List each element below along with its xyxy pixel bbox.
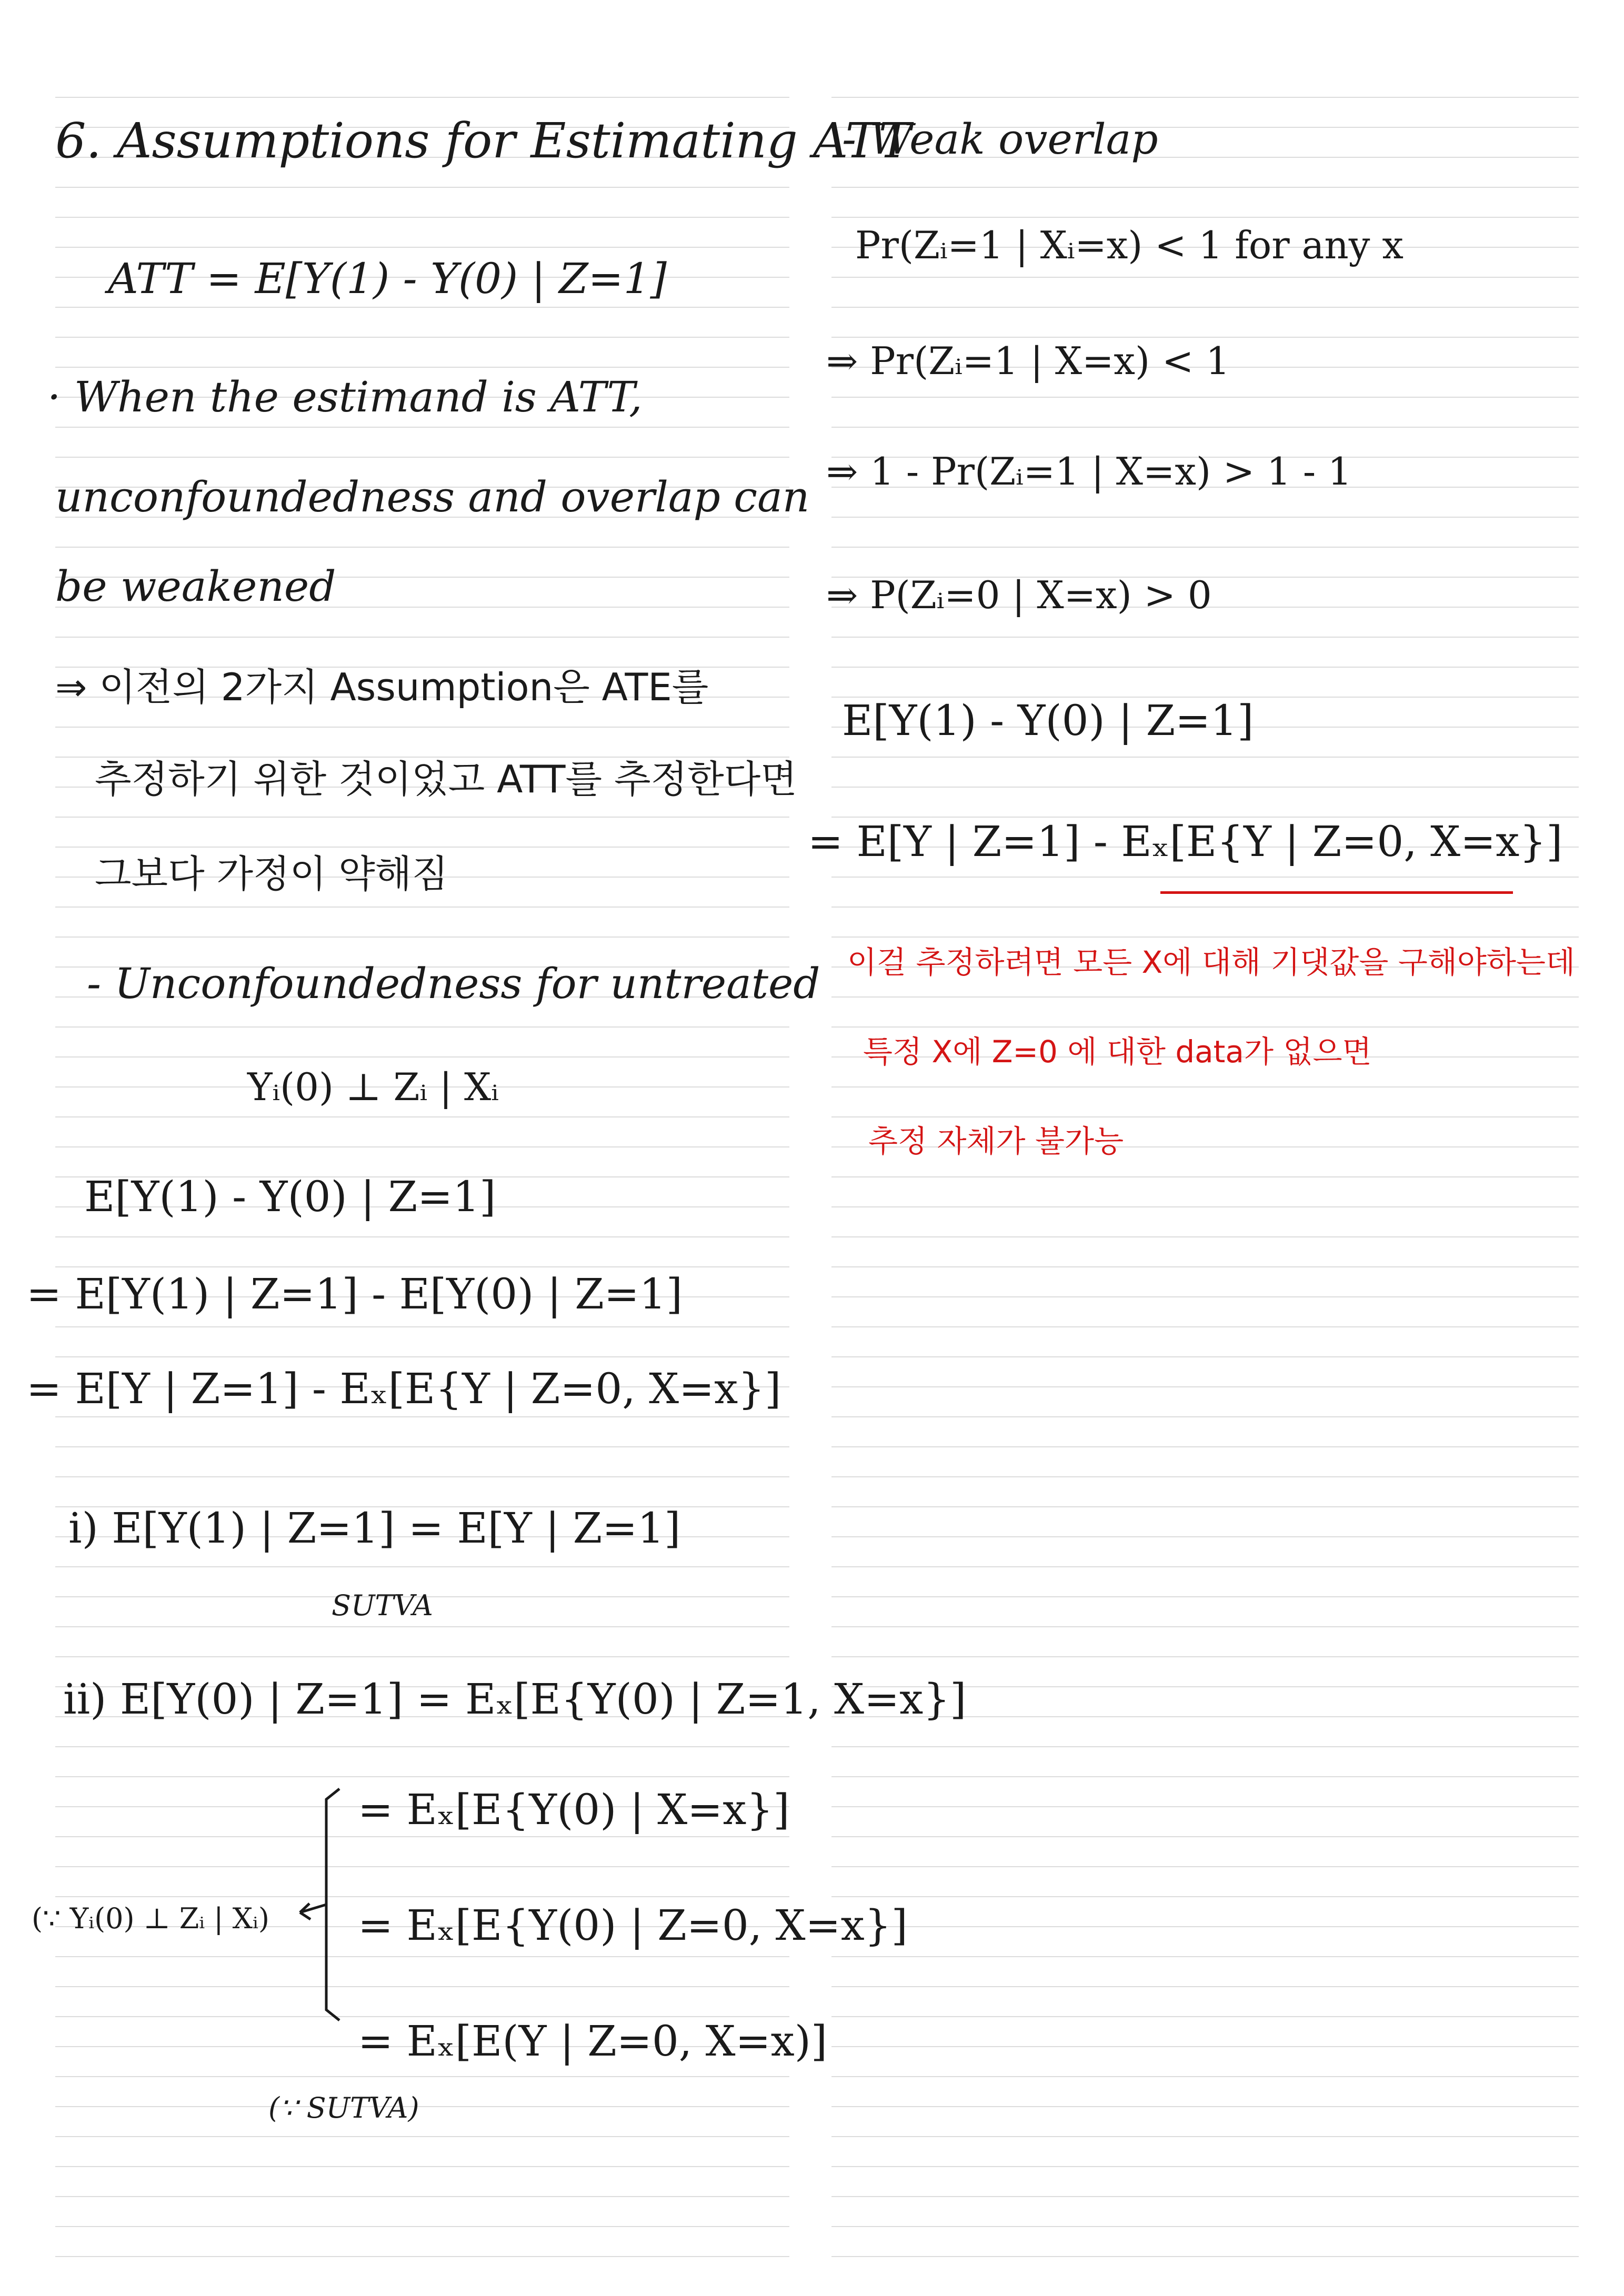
step-ii-a: = Eₓ[E{Y(0) | X=x}] [358,1785,790,1834]
att-expression-1: E[Y(1) - Y(0) | Z=1] [842,696,1254,745]
weak-overlap-header: - Weak overlap [842,115,1158,164]
step-ii-b: = Eₓ[E{Y(0) | Z=0, X=x}] [358,1901,908,1950]
brace-arrow [295,1784,353,2026]
weaken-line-2: unconfoundedness and overlap can [55,472,810,521]
step-ii-c-sutva-note: (∵ SUTVA) [268,2091,419,2124]
section-title: 6. Assumptions for Estimating ATT [55,113,911,169]
overlap-definition: Pr(Zᵢ=1 | Xᵢ=x) < 1 for any x [855,223,1404,267]
red-note-2: 특정 X에 Z=0 에 대한 data가 없으면 [863,1034,1372,1070]
derivation-line-2: = E[Y(1) | Z=1] - E[Y(0) | Z=1] [26,1270,683,1318]
att-definition: ATT = E[Y(1) - Y(0) | Z=1] [108,254,667,303]
korean-note-3: 그보다 가정이 약해짐 [95,852,448,896]
step-ii-c: = Eₓ[E(Y | Z=0, X=x)] [358,2017,828,2066]
red-underline [1160,891,1513,894]
att-expression-2: = E[Y | Z=1] - Eₓ[E{Y | Z=0, X=x}] [808,817,1563,866]
unconfoundedness-header: - Unconfoundedness for untreated [87,959,820,1008]
korean-note-2: 추정하기 위한 것이었고 ATT를 추정한다면 [95,757,797,801]
step-ii-side-note: (∵ Yᵢ(0) ⊥ Zᵢ | Xᵢ) [32,1902,269,1935]
unconfoundedness-formula: Yᵢ(0) ⊥ Zᵢ | Xᵢ [247,1065,499,1109]
red-note-3: 추정 자체가 불가능 [868,1123,1124,1159]
step-ii: ii) E[Y(0) | Z=1] = Eₓ[E{Y(0) | Z=1, X=x}] [63,1675,967,1724]
implication-3: ⇒ P(Zᵢ=0 | X=x) > 0 [826,573,1212,617]
step-i-sutva-note: SUTVA [332,1589,433,1622]
derivation-line-1: E[Y(1) - Y(0) | Z=1] [84,1172,496,1221]
implication-2: ⇒ 1 - Pr(Zᵢ=1 | X=x) > 1 - 1 [826,449,1352,494]
korean-note-1: ⇒ 이전의 2가지 Assumption은 ATE를 [55,665,709,709]
implication-1: ⇒ Pr(Zᵢ=1 | X=x) < 1 [826,339,1230,383]
weaken-line-3: be weakened [55,562,336,611]
red-note-1: 이걸 추정하려면 모든 X에 대해 기댓값을 구해야하는데 [847,944,1575,980]
weaken-line-1: · When the estimand is ATT, [47,372,643,421]
derivation-line-3: = E[Y | Z=1] - Eₓ[E{Y | Z=0, X=x}] [26,1364,781,1413]
step-i: i) E[Y(1) | Z=1] = E[Y | Z=1] [68,1504,681,1553]
